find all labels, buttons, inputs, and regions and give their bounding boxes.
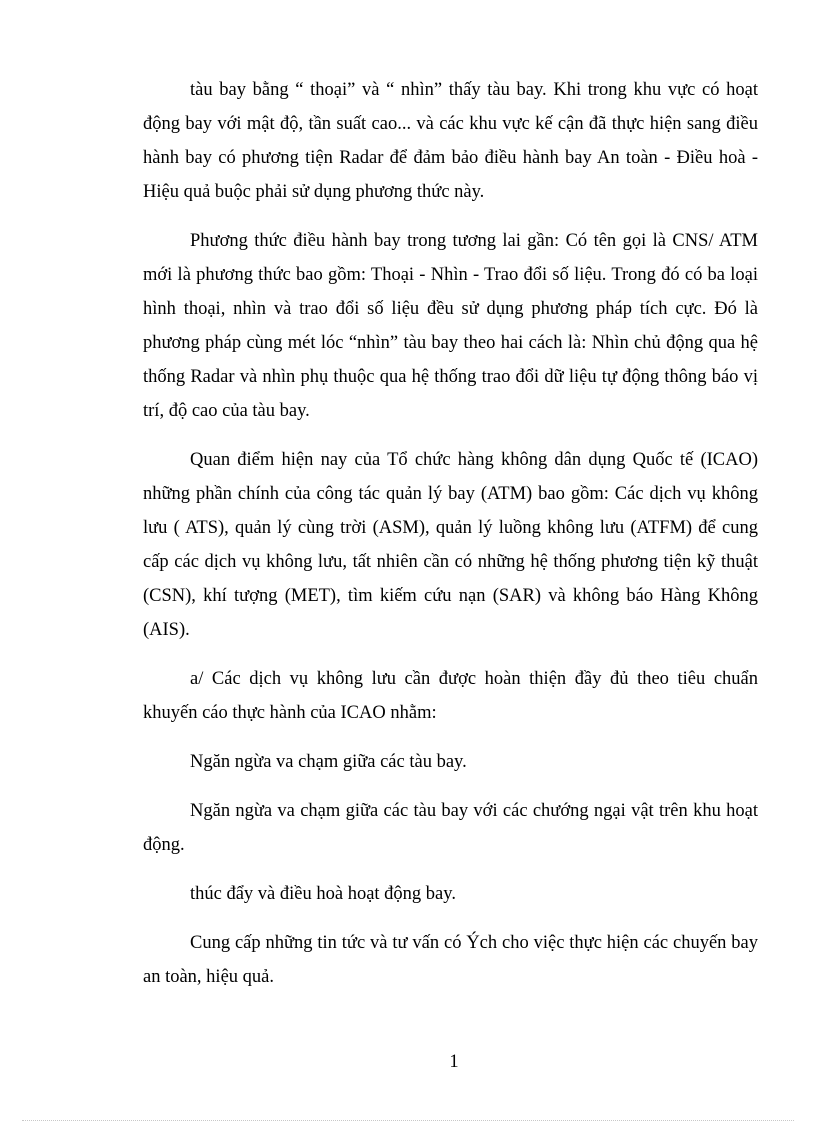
paragraph: Cung cấp những tin tức và tư vấn có Ých cho việc thực hiện các chuyến bay an toàn, hiệu quả. bbox=[143, 933, 758, 987]
paragraph: thúc đẩy và điều hoà hoạt động bay. bbox=[190, 884, 456, 904]
paragraph: a/ Các dịch vụ không lưu cần được hoàn thiện đầy đủ theo tiêu chuẩn khuyến cáo thực hành của ICAO nhằm: bbox=[143, 669, 758, 723]
page-number: 1 bbox=[449, 1052, 459, 1072]
page-bottom-divider bbox=[22, 1120, 794, 1121]
body-text bbox=[143, 73, 758, 994]
paragraph: Quan điểm hiện nay của Tổ chức hàng không dân dụng Quốc tế (ICAO) những phần chính của công tác quản lý bay (ATM) bao gồm: Các dịch vụ không lưu ( ATS), quản lý cùng trời (ASM), quản lý luồng không lưu (ATFM) để cung cấp các dịch vụ không lưu, tất nhiên cần có những hệ thống phương tiện kỹ thuật (CSN), khí tượng (MET), tìm kiếm cứu nạn (SAR) và không báo Hàng Không (AIS). bbox=[143, 450, 758, 640]
paragraph: Ngăn ngừa va chạm giữa các tàu bay. bbox=[190, 752, 467, 772]
paragraph: Phương thức điều hành bay trong tương lai gần: Có tên gọi là CNS/ ATM mới là phương thức bao gồm: Thoại - Nhìn - Trao đổi số liệu. Trong đó có ba loại hình thoại, nhìn và trao đổi số liệu đều sử dụng phương pháp tích cực. Đó là phương pháp cùng mét lóc “nhìn” tàu bay theo hai cách là: Nhìn chủ động qua hệ thống Radar và nhìn phụ thuộc qua hệ thống trao đổi dữ liệu tự động thông báo vị trí, độ cao của tàu bay. bbox=[143, 231, 758, 421]
paragraph: tàu bay bằng “ thoại” và “ nhìn” thấy tàu bay. Khi trong khu vực có hoạt động bay với mật độ, tần suất cao... và các khu vực kế cận đã thực hiện sang điều hành bay có phương tiện Radar để đảm bảo điều hành bay An toàn - Điều hoà - Hiệu quả buộc phải sử dụng phương thức này. bbox=[143, 80, 758, 202]
paragraph: Ngăn ngừa va chạm giữa các tàu bay với các chướng ngại vật trên khu hoạt động. bbox=[143, 801, 758, 855]
